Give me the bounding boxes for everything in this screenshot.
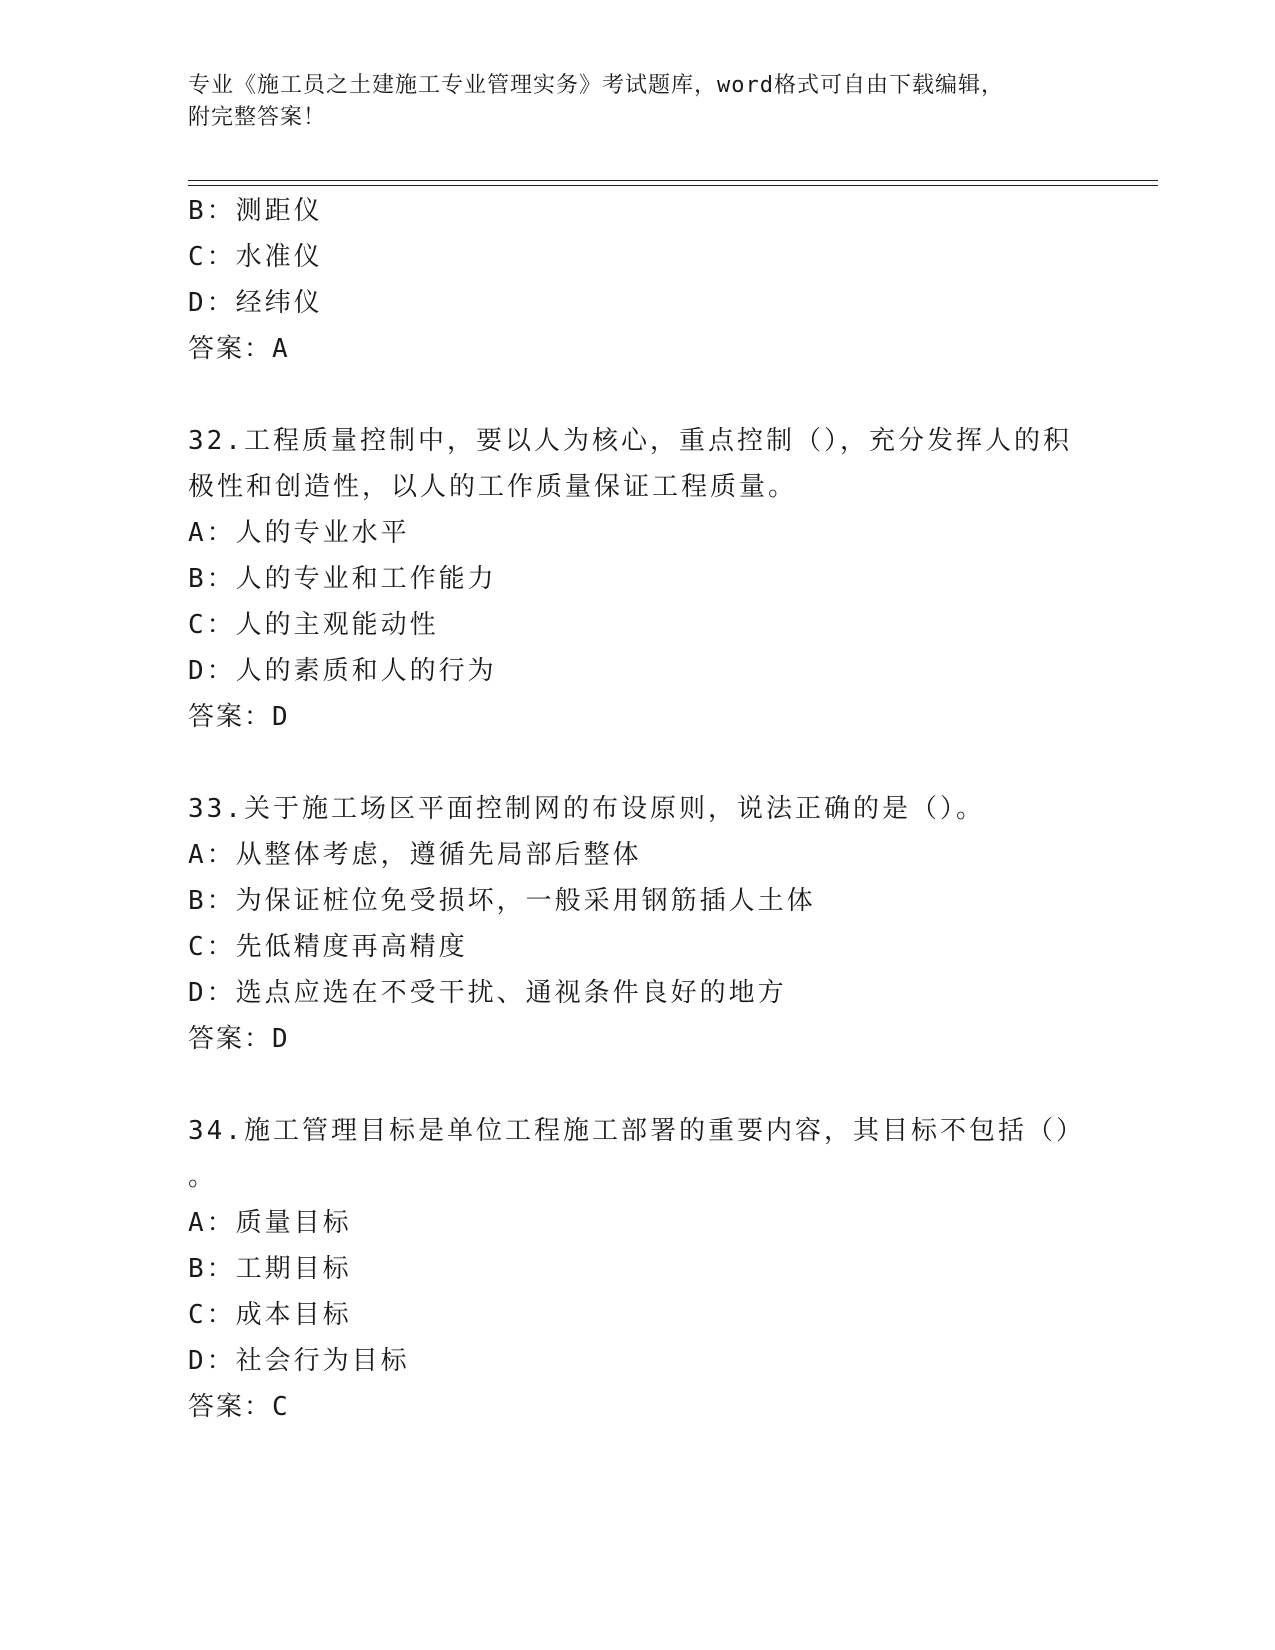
answer-label: 答案：: [188, 1024, 273, 1054]
document-header: [188, 70, 1068, 134]
header-line-1: 专业《施工员之土建施工专业管理实务》考试题库，word格式可自由下载编辑，: [188, 73, 1004, 98]
header-rule-bottom: [188, 185, 1158, 186]
option-b: B：工期目标: [188, 1254, 352, 1284]
question-stem-line-1: 34.施工管理目标是单位工程施工部署的重要内容，其目标不包括（）: [188, 1116, 1085, 1146]
question-stem-line-2: 极性和创造性，以人的工作质量保证工程质量。: [188, 472, 798, 502]
option-d: D：经纬仪: [188, 288, 323, 318]
answer-label: 答案：: [188, 702, 273, 732]
answer-line: [188, 1384, 1088, 1430]
answer-label: 答案：: [188, 1392, 273, 1422]
option-c: C：水准仪: [188, 242, 323, 272]
answer-line: [188, 694, 1088, 740]
option-b: B：测距仪: [188, 196, 323, 226]
answer-value: D: [272, 702, 290, 732]
answer-line: [188, 326, 1088, 372]
header-line-2: 附完整答案！: [188, 105, 327, 130]
option-d: D：社会行为目标: [188, 1346, 410, 1376]
question-32: [188, 418, 1088, 740]
option-a: A：从整体考虑，遵循先局部后整体: [188, 840, 642, 870]
question-stem-line-1: 32.工程质量控制中，要以人为核心，重点控制（），充分发挥人的积: [188, 426, 1072, 456]
header-rule-top: [188, 180, 1158, 181]
option-a: A：质量目标: [188, 1208, 352, 1238]
question-31-tail: [188, 188, 1088, 372]
question-stem-line-1: 33.关于施工场区平面控制网的布设原则，说法正确的是（）。: [188, 794, 985, 824]
question-list: [188, 188, 1088, 1430]
answer-value: A: [272, 334, 290, 364]
option-d: D：选点应选在不受干扰、通视条件良好的地方: [188, 978, 787, 1008]
question-34: [188, 1108, 1088, 1430]
option-c: C：成本目标: [188, 1300, 352, 1330]
option-c: C：先低精度再高精度: [188, 932, 468, 962]
option-c: C：人的主观能动性: [188, 610, 439, 640]
option-b: B：人的专业和工作能力: [188, 564, 497, 594]
answer-value: D: [272, 1024, 290, 1054]
option-b: B：为保证桩位免受损坏，一般采用钢筋插人土体: [188, 886, 816, 916]
answer-value: C: [272, 1392, 290, 1422]
option-d: D：人的素质和人的行为: [188, 656, 497, 686]
option-a: A：人的专业水平: [188, 518, 410, 548]
answer-line: [188, 1016, 1088, 1062]
question-stem-line-2: 。: [188, 1162, 218, 1192]
question-33: [188, 786, 1088, 1062]
answer-label: 答案：: [188, 334, 273, 364]
